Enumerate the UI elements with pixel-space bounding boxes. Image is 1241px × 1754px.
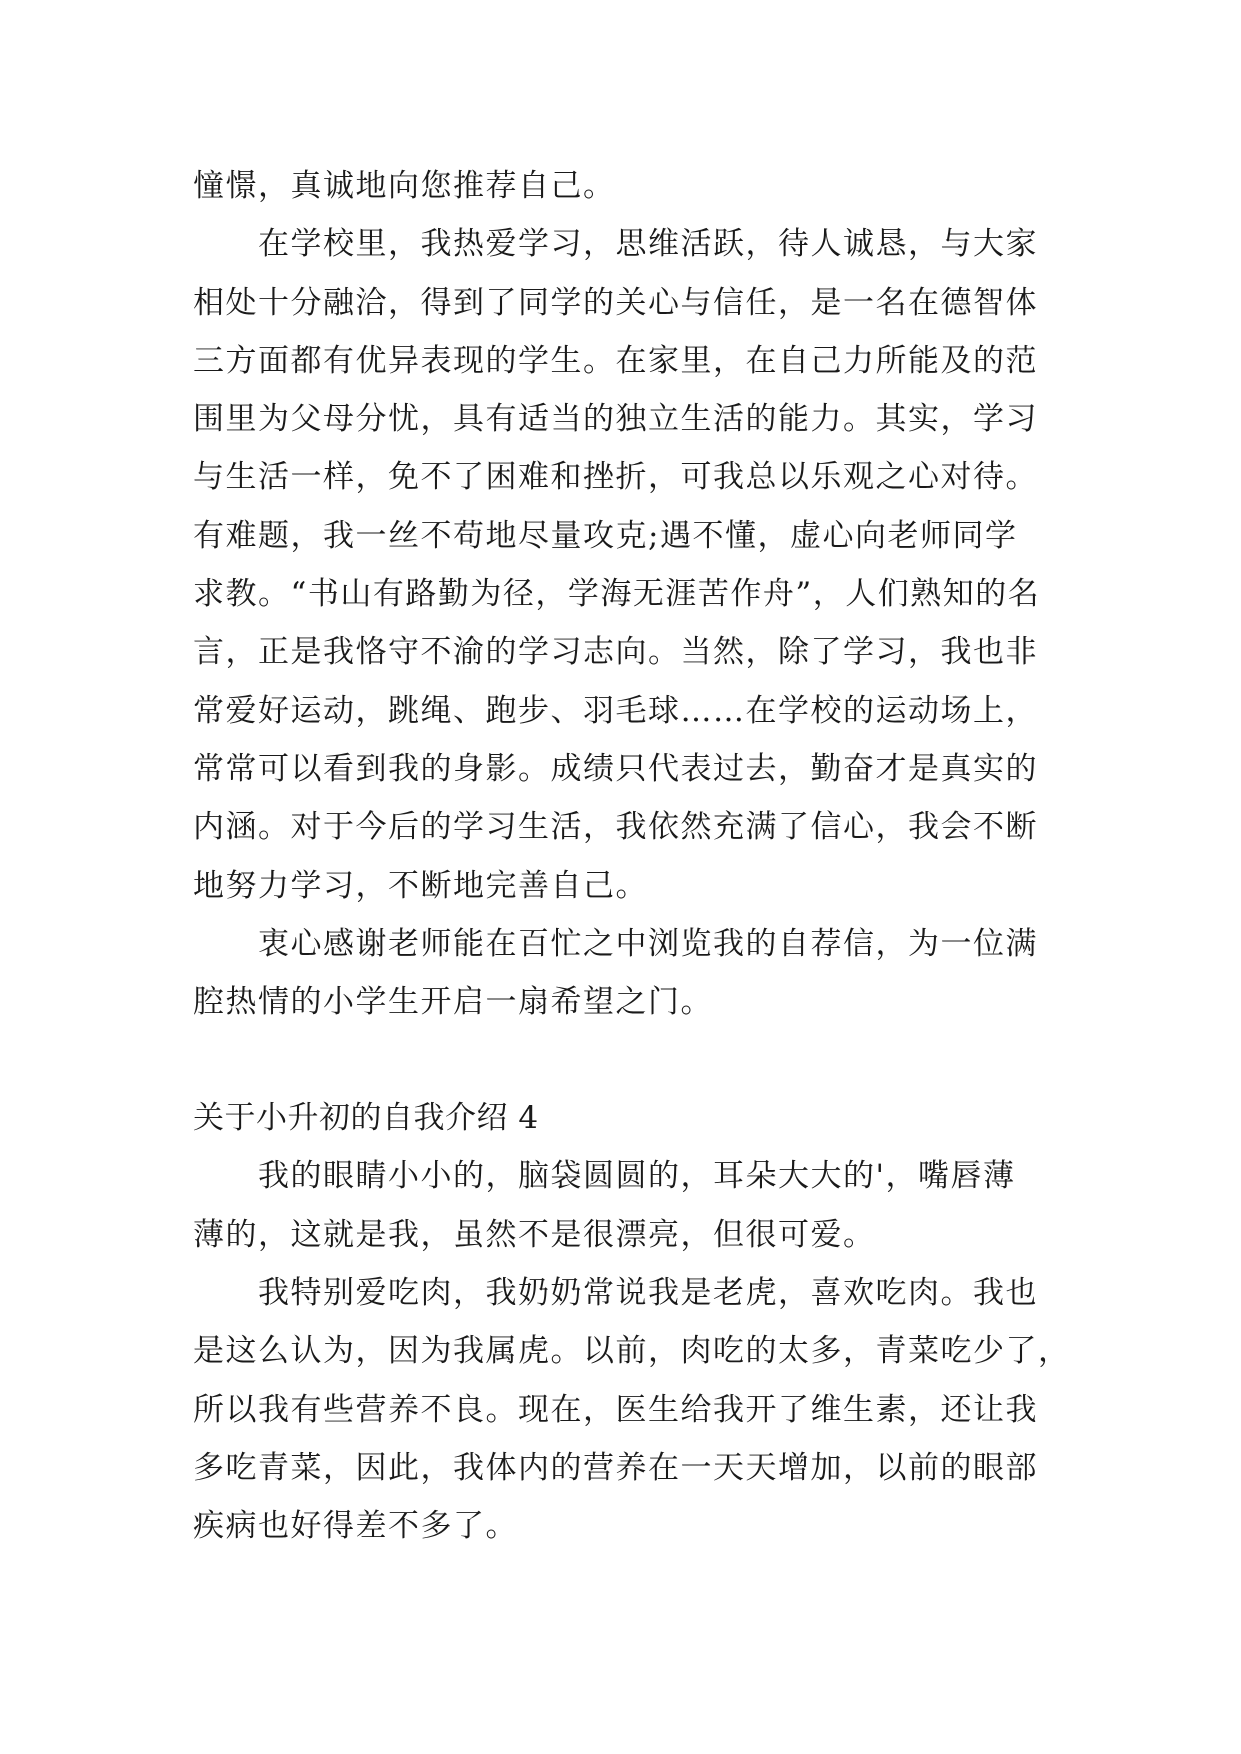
text-line: 常爱好运动，跳绳、跑步、羽毛球……在学校的运动场上， bbox=[193, 693, 1038, 729]
text-line: 是这么认为，因为我属虎。以前，肉吃的太多，青菜吃少了， bbox=[193, 1333, 1071, 1369]
paragraph-start-line: 我特别爱吃肉，我奶奶常说我是老虎，喜欢吃肉。我也 bbox=[193, 1275, 1038, 1311]
text-line: 疾病也好得差不多了。 bbox=[193, 1508, 518, 1544]
paragraph-start-line: 衷心感谢老师能在百忙之中浏览我的自荐信，为一位满 bbox=[193, 926, 1038, 962]
text-line: 三方面都有优异表现的学生。在家里，在自己力所能及的范 bbox=[193, 343, 1038, 379]
text-line: 所以我有些营养不良。现在，医生给我开了维生素，还让我 bbox=[193, 1392, 1038, 1428]
text-line: 与生活一样，免不了困难和挫折，可我总以乐观之心对待。 bbox=[193, 459, 1038, 495]
paragraph-start-line: 我的眼睛小小的，脑袋圆圆的，耳朵大大的'，嘴唇薄 bbox=[193, 1158, 1016, 1194]
text-line: 言，正是我恪守不渝的学习志向。当然，除了学习，我也非 bbox=[193, 634, 1038, 670]
text-line: 相处十分融洽，得到了同学的关心与信任，是一名在德智体 bbox=[193, 285, 1038, 321]
text-line: 围里为父母分忧，具有适当的独立生活的能力。其实，学习 bbox=[193, 401, 1038, 437]
text-line: 常常可以看到我的身影。成绩只代表过去，勤奋才是真实的 bbox=[193, 751, 1038, 787]
section-heading: 关于小升初的自我介绍 4 bbox=[193, 1100, 539, 1136]
text-line: 憧憬，真诚地向您推荐自己。 bbox=[193, 168, 616, 204]
paragraph-start-line: 在学校里，我热爱学习，思维活跃，待人诚恳，与大家 bbox=[193, 226, 1038, 262]
text-line: 多吃青菜，因此，我体内的营养在一天天增加，以前的眼部 bbox=[193, 1450, 1038, 1486]
text-line: 地努力学习，不断地完善自己。 bbox=[193, 868, 648, 904]
text-line: 内涵。对于今后的学习生活，我依然充满了信心，我会不断 bbox=[193, 809, 1038, 845]
text-line: 求教。“书山有路勤为径，学海无涯苦作舟”，人们熟知的名 bbox=[193, 576, 1041, 612]
text-line: 薄的，这就是我，虽然不是很漂亮，但很可爱。 bbox=[193, 1217, 876, 1253]
text-line: 腔热情的小学生开启一扇希望之门。 bbox=[193, 984, 713, 1020]
text-line: 有难题，我一丝不苟地尽量攻克;遇不懂，虚心向老师同学 bbox=[193, 518, 1018, 554]
